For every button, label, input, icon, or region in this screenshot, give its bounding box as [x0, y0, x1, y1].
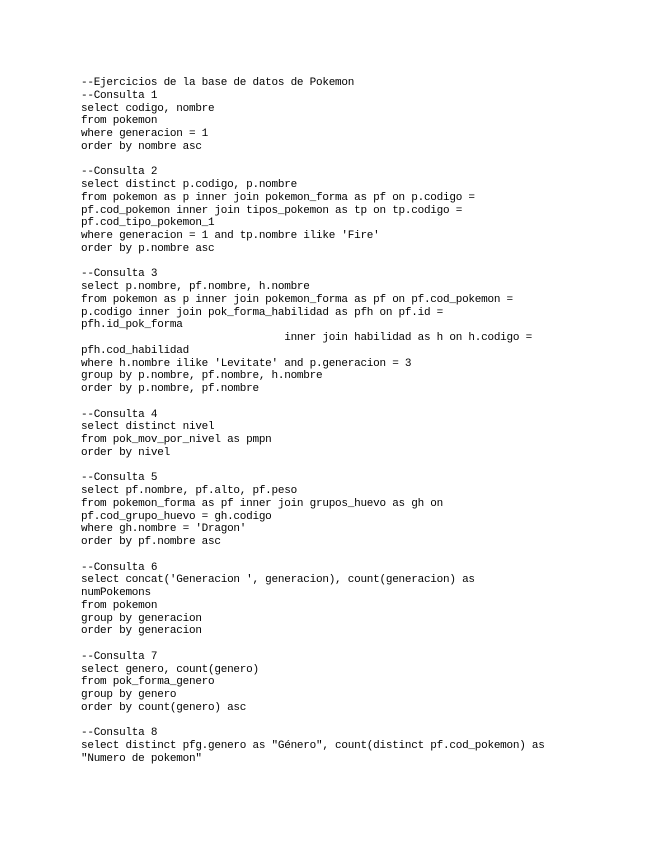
code-line: pfh.cod_habilidad — [81, 344, 189, 357]
code-line: from pokemon as p inner join pokemon_forma as pf on pf.cod_pokemon = — [81, 293, 513, 306]
code-line: p.codigo inner join pok_forma_habilidad as pfh on pf.id = — [81, 306, 444, 319]
sql-query-block — [81, 268, 641, 396]
sql-query-block — [81, 562, 641, 639]
query-comment-line: --Consulta 8 — [81, 727, 158, 740]
sql-query-block — [81, 651, 641, 715]
code-line: select distinct pfg.genero as "Género", count(distinct pf.cod_pokemon) as — [81, 740, 545, 752]
query-comment-line: --Consulta 3 — [81, 268, 158, 281]
sql-query-block — [81, 727, 641, 765]
code-line: group by generacion — [81, 612, 202, 625]
code-line: group by genero — [81, 689, 177, 701]
code-line: where h.nombre ilike 'Levitate' and p.generacion = 3 — [81, 357, 412, 370]
code-line: pf.cod_pokemon inner join tipos_pokemon as tp on tp.codigo = — [81, 204, 463, 217]
code-line: where generacion = 1 and tp.nombre ilike 'Fire' — [81, 230, 380, 242]
code-line: order by p.nombre, pf.nombre — [81, 383, 259, 395]
sql-query-block — [81, 166, 641, 255]
query-comment-line: --Consulta 4 — [81, 408, 158, 421]
code-line: from pokemon — [81, 115, 158, 128]
code-line: from pokemon_forma as pf inner join grupos_huevo as gh on — [81, 497, 444, 510]
code-line: pf.cod_grupo_huevo = gh.codigo — [81, 510, 272, 523]
code-line: order by p.nombre asc — [81, 242, 215, 255]
code-line: select genero, count(genero) — [81, 663, 259, 676]
code-line: group by p.nombre, pf.nombre, h.nombre — [81, 370, 323, 383]
code-line: order by nombre asc — [81, 140, 202, 153]
code-line: --Consulta 1 — [81, 89, 158, 102]
code-line: "Numero de pokemon" — [81, 752, 202, 765]
code-line: order by nivel — [81, 446, 170, 459]
sql-query-block — [81, 409, 641, 460]
sql-code-text — [81, 77, 641, 778]
code-line: select p.nombre, pf.nombre, h.nombre — [81, 281, 310, 293]
code-line: from pok_forma_genero — [81, 676, 215, 689]
code-line: select distinct p.codigo, p.nombre — [81, 179, 297, 191]
code-line: order by pf.nombre asc — [81, 536, 221, 548]
sql-query-block — [81, 77, 641, 154]
code-line: select codigo, nombre — [81, 102, 215, 115]
query-comment-line: --Consulta 5 — [81, 472, 158, 485]
code-line: from pokemon — [81, 599, 158, 612]
code-line: pf.cod_tipo_pokemon_1 — [81, 217, 215, 230]
query-comment-line: --Ejercicios de la base de datos de Pokemon — [81, 77, 355, 89]
query-comment-line: --Consulta 6 — [81, 561, 158, 574]
code-line: order by generacion — [81, 625, 202, 638]
code-line: order by count(genero) asc — [81, 701, 247, 714]
code-line: select concat('Generacion ', generacion), count(generacion) as — [81, 574, 475, 587]
sql-query-block — [81, 472, 641, 549]
code-line: from pokemon as p inner join pokemon_forma as pf on p.codigo = — [81, 191, 475, 204]
query-comment-line: --Consulta 2 — [81, 166, 158, 179]
code-line: select pf.nombre, pf.alto, pf.peso — [81, 485, 297, 497]
code-line: where gh.nombre = 'Dragon' — [81, 523, 247, 536]
query-comment-line: --Consulta 7 — [81, 650, 158, 663]
code-line: select distinct nivel — [81, 421, 215, 434]
code-line: from pok_mov_por_nivel as pmpn — [81, 434, 272, 446]
code-line: inner join habilidad as h on h.codigo = — [81, 332, 532, 344]
code-line: numPokemons — [81, 587, 151, 599]
code-line: where generacion = 1 — [81, 128, 209, 140]
code-line: pfh.id_pok_forma — [81, 319, 183, 332]
